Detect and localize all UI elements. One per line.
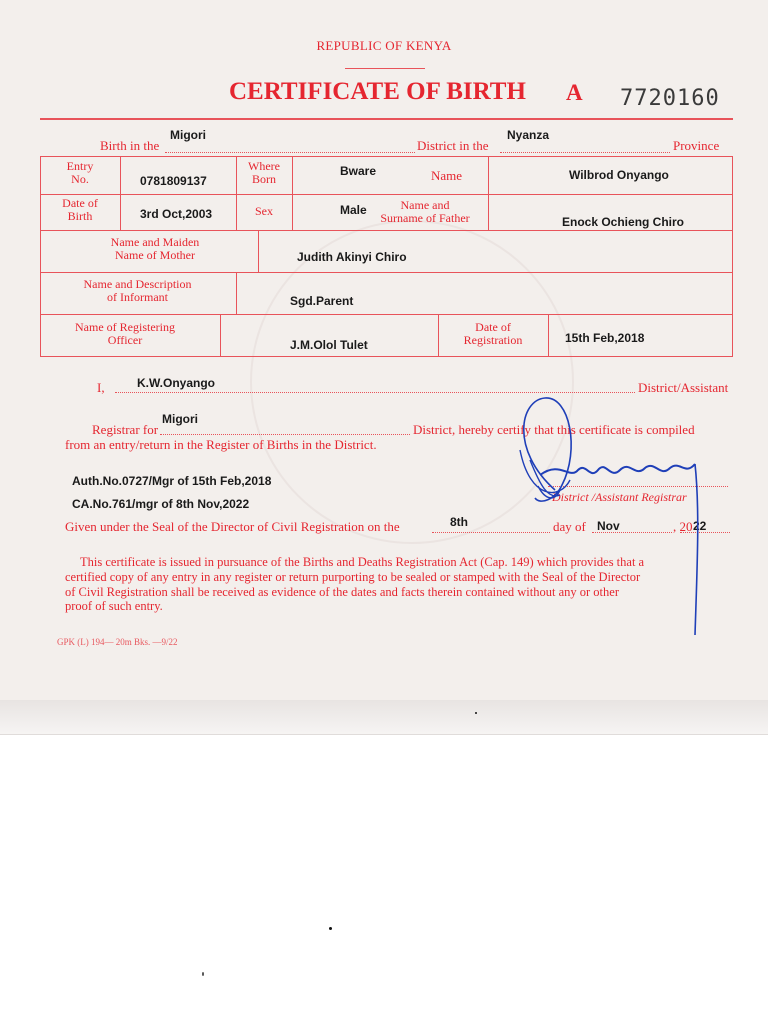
sex-label: Sex <box>255 204 273 218</box>
province-label: Province <box>673 138 720 153</box>
father-label: Name and Surname of Father <box>380 198 470 225</box>
district-in-label: District in the <box>417 138 489 153</box>
top-border <box>40 118 733 120</box>
district-assistant-label: District/Assistant <box>638 380 729 395</box>
ca-number: CA.No.761/mgr of 8th Nov,2022 <box>72 497 250 511</box>
date-of-birth-value: 3rd Oct,2003 <box>140 207 213 221</box>
serial-number: 7720160 <box>620 86 720 111</box>
statute-paragraph-line-2: certified copy of any entry in any register or return purporting to be sealed or stamped with the Seal of the Director <box>65 570 641 584</box>
paper-edge <box>0 700 768 735</box>
day-of-label: day of <box>553 519 586 534</box>
birth-in-label: Birth in the <box>100 138 160 153</box>
registrar-name: K.W.Onyango <box>137 376 215 390</box>
signatory-title: District /Assistant Registrar <box>552 490 687 504</box>
certificate-title: CERTIFICATE OF BIRTH <box>229 78 526 105</box>
registrar-for-value: Migori <box>162 412 198 426</box>
where-born-value: Bware <box>340 164 377 178</box>
registering-officer-value: J.M.Olol Tulet <box>290 338 368 352</box>
birth-in-value: Migori <box>170 128 206 142</box>
certify-text: District, hereby certify that this certificate is compiled <box>413 422 695 437</box>
registration-date-label: Date of Registration <box>463 320 523 347</box>
entry-no-value: 0781809137 <box>140 174 207 188</box>
stray-mark <box>329 927 332 930</box>
name-value: Wilbrod Onyango <box>569 168 669 182</box>
auth-number: Auth.No.0727/Mgr of 15th Feb,2018 <box>72 474 272 488</box>
header-underline <box>345 68 425 69</box>
mother-label: Name and Maiden Name of Mother <box>110 235 200 262</box>
informant-label: Name and Description of Informant <box>83 277 192 304</box>
i-label: I, <box>97 380 105 395</box>
registration-date-value: 15th Feb,2018 <box>565 331 645 345</box>
print-code: GPK (L) 194— 20m Bks. —9/22 <box>57 637 178 647</box>
month-value: Nov <box>597 519 620 533</box>
series-letter: A <box>566 80 583 105</box>
date-of-birth-label: Date of Birth <box>62 196 98 223</box>
registering-officer-label: Name of Registering Officer <box>75 320 175 347</box>
year-prefix: , 20 <box>673 519 693 534</box>
entry-no-label: Entry No. <box>66 159 94 186</box>
given-under-seal-text: Given under the Seal of the Director of Civil Registration on the <box>65 519 400 534</box>
statute-paragraph-line-3: of Civil Registration shall be received as evidence of the dates and facts therein contained without any or other <box>65 585 619 599</box>
republic-heading: REPUBLIC OF KENYA <box>316 38 452 53</box>
where-born-label: Where Born <box>248 159 280 186</box>
mother-value: Judith Akinyi Chiro <box>297 250 407 264</box>
year-value: 22 <box>693 519 707 533</box>
from-entry-text: from an entry/return in the Register of Births in the District. <box>65 437 377 452</box>
registrar-for-label: Registrar for <box>92 422 159 437</box>
stray-mark <box>202 972 204 976</box>
registrar-signature <box>500 390 730 650</box>
sex-value: Male <box>340 203 367 217</box>
name-label: Name <box>431 168 463 183</box>
father-value: Enock Ochieng Chiro <box>562 215 685 229</box>
stray-mark <box>475 712 477 714</box>
informant-value: Sgd.Parent <box>290 294 354 308</box>
statute-paragraph-line-4: proof of such entry. <box>65 599 163 613</box>
province-value: Nyanza <box>507 128 550 142</box>
statute-paragraph-line-1: This certificate is issued in pursuance of the Births and Deaths Registration Act (Cap. 149) which provides that a <box>80 555 645 569</box>
day-value: 8th <box>450 515 468 529</box>
